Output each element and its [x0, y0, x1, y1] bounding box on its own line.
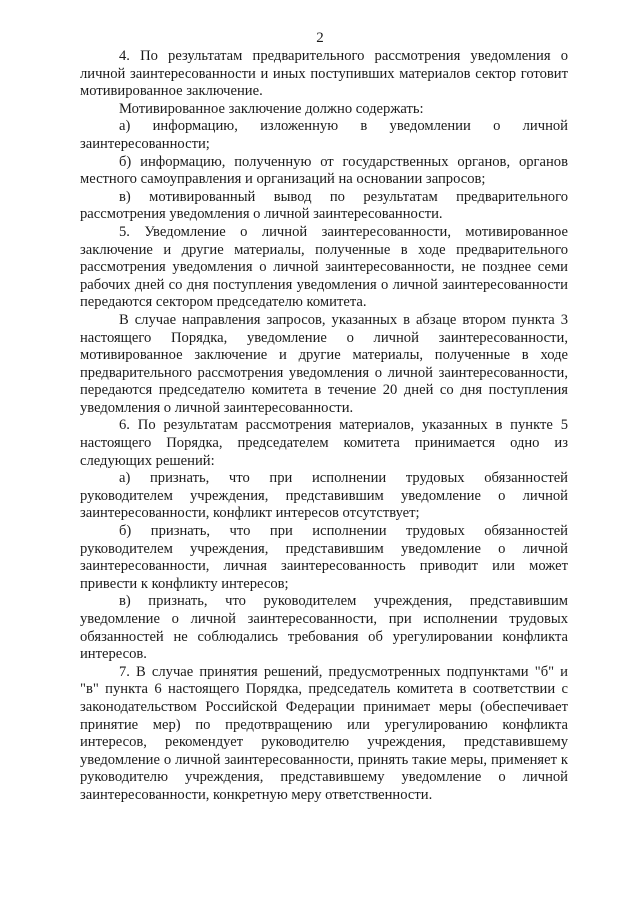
paragraph-item-4: 4. По результатам предварительного рассмотрения уведомления о личной заинтересованности и иных поступивших материалов сектор готовит мотивированное заключение.: [80, 48, 568, 100]
paragraph-subitem-v: в) мотивированный вывод по результатам предварительного рассмотрения уведомления о личной заинтересованности.: [80, 188, 568, 223]
paragraph-decision-b: б) признать, что при исполнении трудовых обязанностей руководителем учреждения, представившим уведомление о личной заинтересованности, личная заинтересованность приводит или может привести к конфликту интересов;: [80, 523, 568, 592]
paragraph-subitem-a: а) информацию, изложенную в уведомлении о личной заинтересованности;: [80, 118, 568, 152]
paragraph-decision-v: в) признать, что руководителем учреждения, представившим уведомление о личной заинтересованности, при исполнении трудовых обязанностей не соблюдались требования об урегулировании конфликта интересов.: [80, 593, 568, 663]
paragraph-decision-a: а) признать, что при исполнении трудовых обязанностей руководителем учреждения, представившим уведомление о личной заинтересованности, конфликт интересов отсутствует;: [80, 470, 568, 522]
paragraph-item-7: 7. В случае принятия решений, предусмотренных подпунктами "б" и "в" пункта 6 настоящего Порядка, председатель комитета в соответствии с законодательством Российской Федерации принимает меры (обеспечивает принятие мер) по предотвращению или урегулированию конфликта интересов, рекомендует руководителю учреждения, представившему уведомление о личной заинтересованности, принять такие меры, применяет к руководителю учреждения, представившему уведомление о личной заинтересованности, конкретную меру ответственности.: [80, 663, 568, 803]
document-body: [80, 48, 568, 805]
page-number: 2: [316, 30, 324, 46]
paragraph-item-5: 5. Уведомление о личной заинтересованности, мотивированное заключение и другие материалы, полученные в ходе предварительного рассмотрения уведомления о личной заинтересованности, не позднее семи рабочих дней со дня поступления уведомления о личной заинтересованности передаются сектором председателю комитета.: [80, 223, 568, 311]
paragraph-subitem-b: б) информацию, полученную от государственных органов, органов местного самоуправления и организаций на основании запросов;: [80, 153, 568, 188]
paragraph-item-6: 6. По результатам рассмотрения материалов, указанных в пункте 5 настоящего Порядка, председателем комитета принимается одно из следующих решений:: [80, 417, 568, 469]
paragraph-conclusion-intro: Мотивированное заключение должно содержать:: [119, 100, 424, 117]
paragraph-requests-case: В случае направления запросов, указанных в абзаце втором пункта 3 настоящего Порядка, уведомление о личной заинтересованности, мотивированное заключение и другие материалы, полученные в ходе предварительного рассмотрения уведомления о личной заинтересованности, передаются председателю комитета в течение 20 дней со дня поступления уведомления о личной заинтересованности.: [80, 311, 568, 416]
